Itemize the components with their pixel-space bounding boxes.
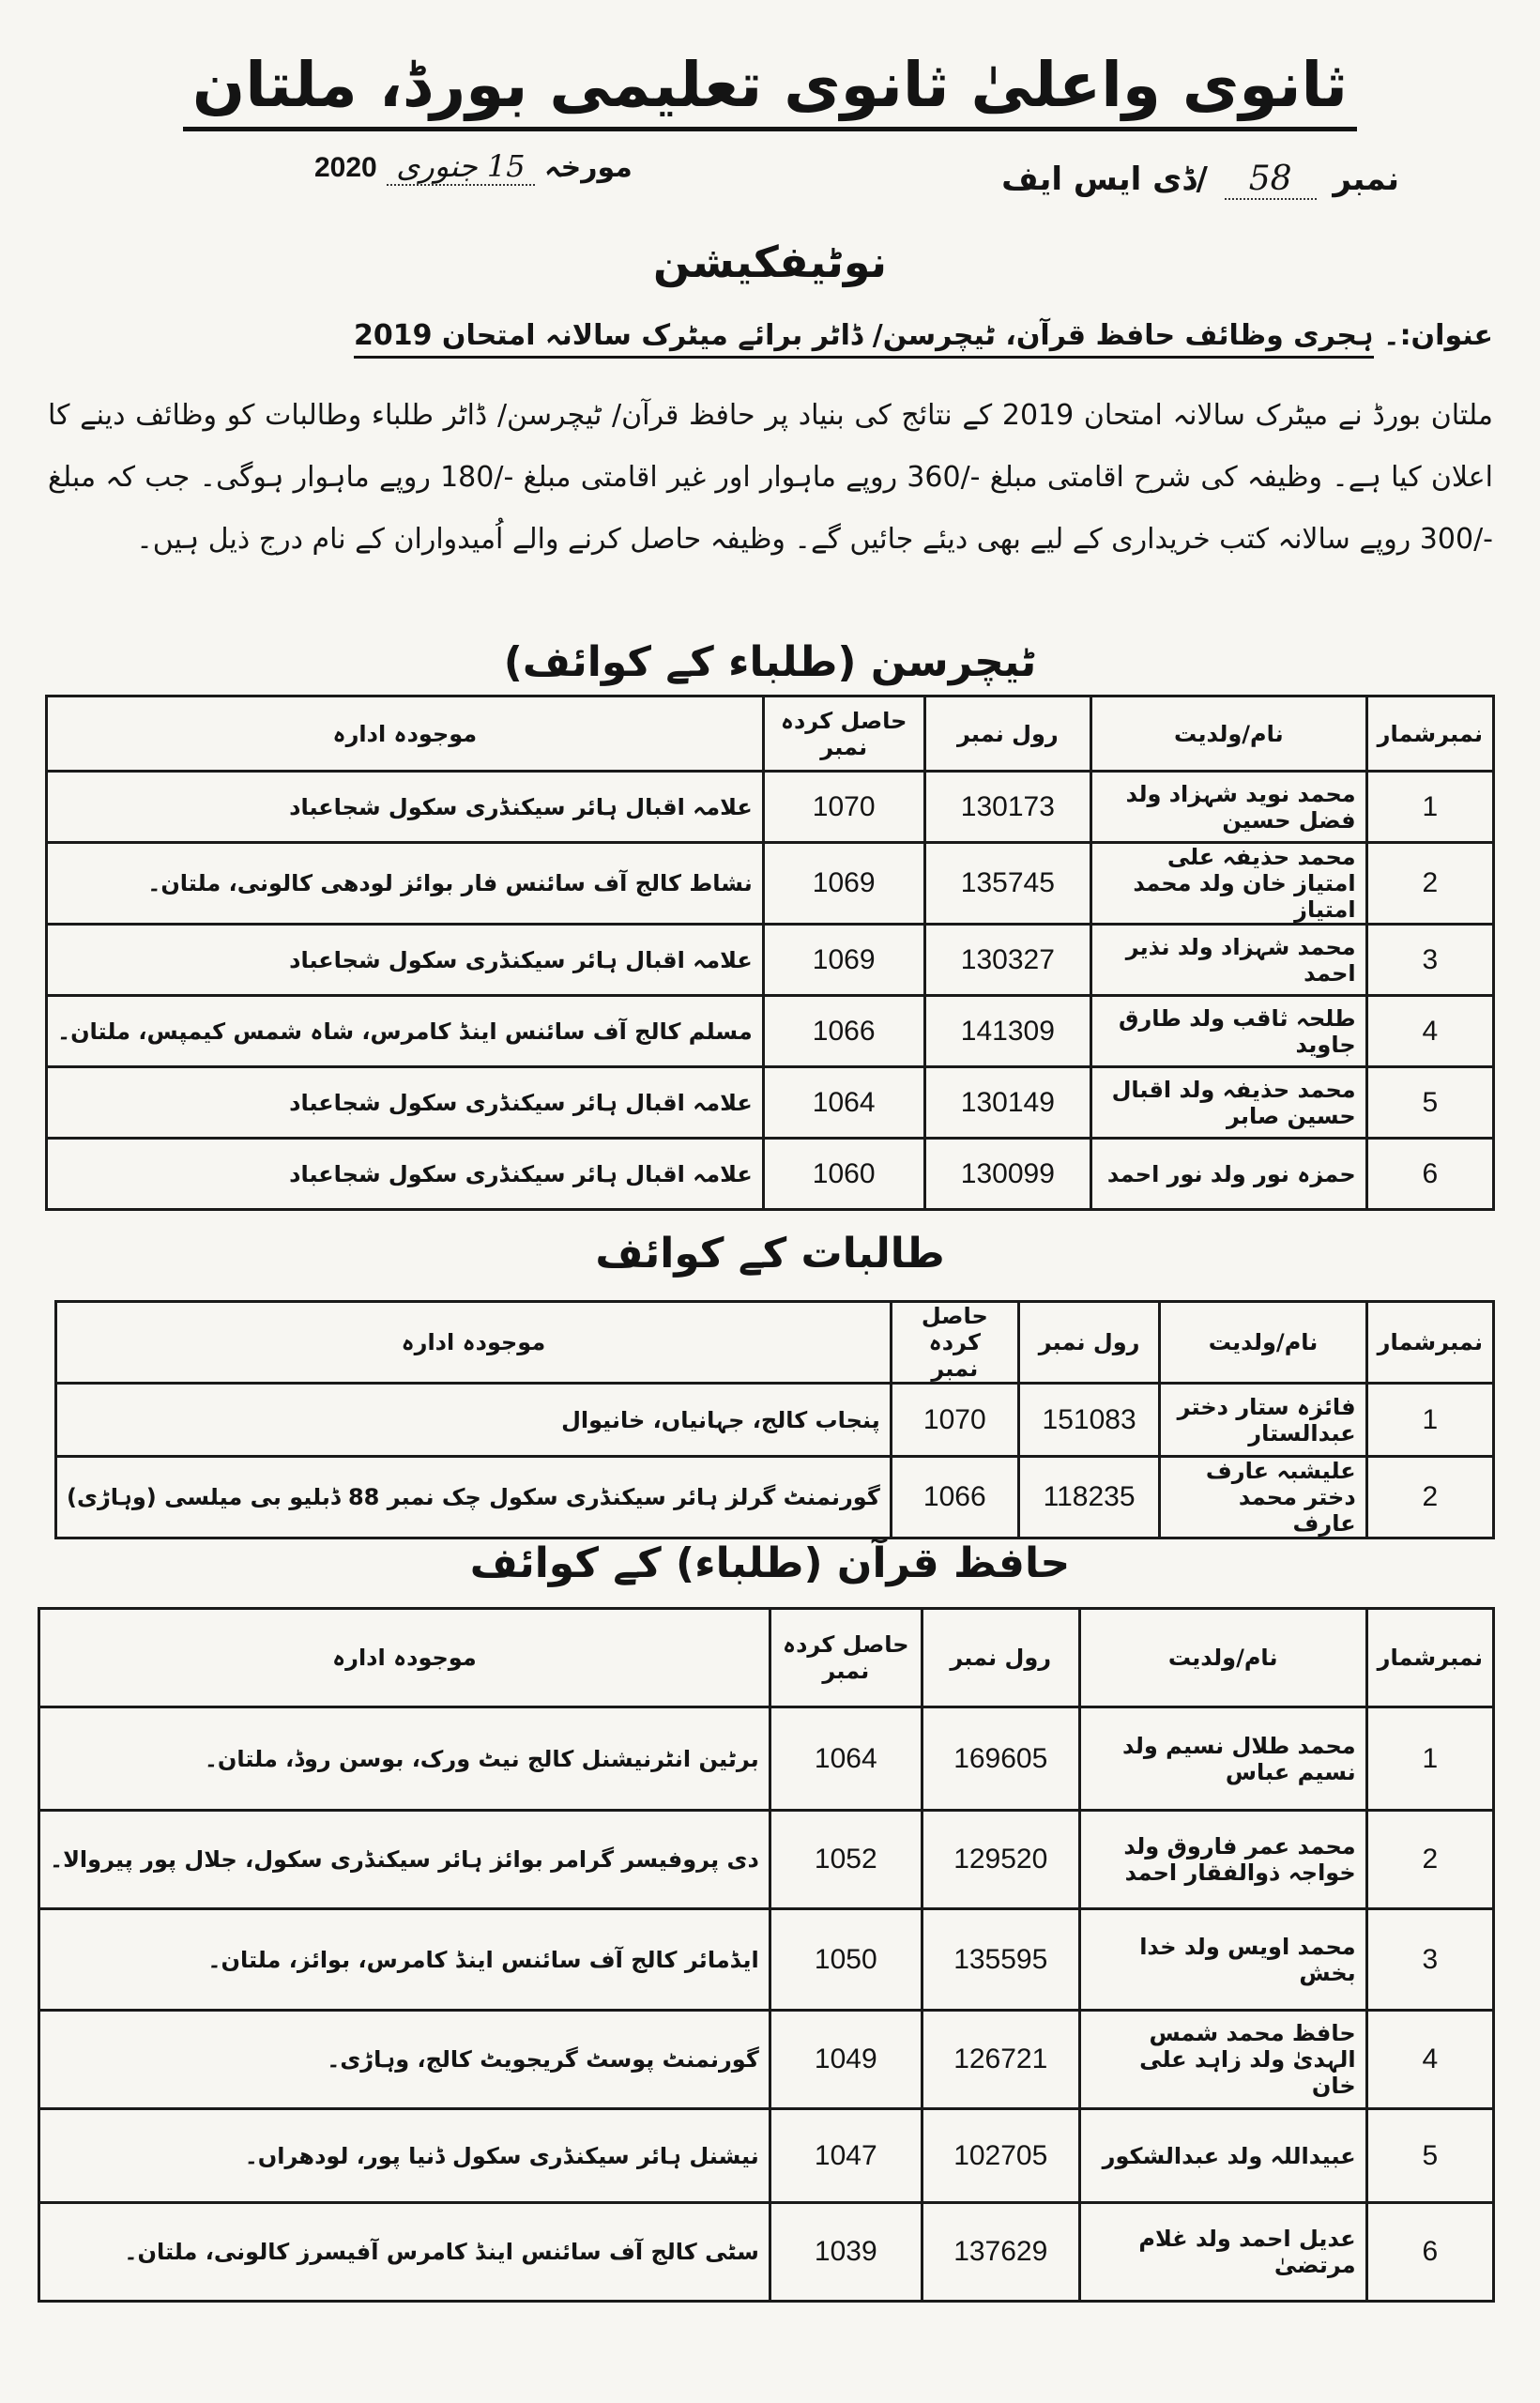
- cell-marks: 1069: [763, 843, 924, 925]
- col-roll: رول نمبر: [922, 1609, 1079, 1707]
- table-body: [56, 1384, 1494, 1538]
- cell-roll: 129520: [922, 1811, 1079, 1909]
- cell-name: محمد نوید شہزاد ولد فضل حسین: [1091, 772, 1367, 843]
- cell-roll: 151083: [1018, 1384, 1160, 1457]
- cell-institution: مسلم کالج آف سائنس اینڈ کامرس، شاہ شمس کیمپس، ملتان۔: [47, 996, 764, 1067]
- table-body: [47, 772, 1494, 1210]
- col-marks: حاصل کردہ نمبر: [891, 1302, 1018, 1384]
- cell-marks: 1060: [763, 1139, 924, 1210]
- table-row: [56, 1384, 1494, 1457]
- col-serial: نمبرشمار: [1366, 696, 1493, 772]
- reference-number: [1001, 160, 1399, 200]
- cell-institution: گورنمنٹ گرلز ہائر سیکنڈری سکول چک نمبر 88 ڈبلیو بی میلسی (وہاڑی): [56, 1457, 892, 1538]
- table-row: [47, 1067, 1494, 1139]
- cell-name: محمد عمر فاروق ولد خواجہ ذوالفقار احمد: [1079, 1811, 1366, 1909]
- col-roll: رول نمبر: [924, 696, 1090, 772]
- subject-text: ہجری وظائف حافظ قرآن، ٹیچرسن/ ڈاٹر برائے میٹرک سالانہ امتحان 2019: [354, 319, 1374, 359]
- table-row: [47, 772, 1494, 843]
- table-row: [39, 1909, 1494, 2011]
- cell-institution: نیشنل ہائر سیکنڈری سکول ڈنیا پور، لودھراں۔: [39, 2109, 770, 2203]
- cell-name: محمد شہزاد ولد نذیر احمد: [1091, 925, 1367, 996]
- number-value: 58: [1225, 160, 1317, 200]
- table-row: [56, 1457, 1494, 1538]
- cell-serial: 5: [1366, 1067, 1493, 1139]
- cell-name: محمد حذیفہ ولد اقبال حسین صابر: [1091, 1067, 1367, 1139]
- table-row: [47, 925, 1494, 996]
- cell-institution: برٹین انٹرنیشنل کالج نیٹ ورک، بوسن روڈ، ملتان۔: [39, 1707, 770, 1811]
- col-serial: نمبرشمار: [1366, 1302, 1493, 1384]
- cell-name: علیشبہ عارف دختر محمد عارف: [1160, 1457, 1366, 1538]
- table-row: [39, 2011, 1494, 2109]
- cell-institution: علامہ اقبال ہائر سیکنڈری سکول شجاعباد: [47, 1067, 764, 1139]
- table-body: [39, 1707, 1494, 2302]
- cell-marks: 1066: [763, 996, 924, 1067]
- cell-institution: ایڈمائر کالج آف سائنس اینڈ کامرس، بوائز، ملتان۔: [39, 1909, 770, 2011]
- subject-label: عنوان:۔: [1382, 319, 1493, 352]
- cell-name: حافظ محمد شمس الہدیٰ ولد زاہد علی خان: [1079, 2011, 1366, 2109]
- section-title-teacher-sons: ٹیچرسن (طلباء کے کوائف): [503, 638, 1037, 686]
- col-marks: حاصل کردہ نمبر: [763, 696, 924, 772]
- table-header-row: [56, 1302, 1494, 1384]
- cell-marks: 1070: [891, 1384, 1018, 1457]
- table-hafiz-quran: [38, 1607, 1495, 2303]
- cell-institution: پنجاب کالج، جہانیاں، خانیوال: [56, 1384, 892, 1457]
- notice-heading: نوٹیفکیشن: [652, 237, 887, 287]
- cell-roll: 130173: [924, 772, 1090, 843]
- table-row: [39, 2109, 1494, 2203]
- cell-name: محمد اویس ولد خدا بخش: [1079, 1909, 1366, 2011]
- cell-marks: 1050: [770, 1909, 922, 2011]
- cell-serial: 4: [1366, 996, 1493, 1067]
- cell-roll: 102705: [922, 2109, 1079, 2203]
- cell-roll: 130099: [924, 1139, 1090, 1210]
- table-teacher-sons: [45, 695, 1495, 1211]
- cell-roll: 118235: [1018, 1457, 1160, 1538]
- cell-roll: 130327: [924, 925, 1090, 996]
- issue-date: [314, 148, 633, 184]
- number-label: نمبر: [1333, 161, 1399, 198]
- cell-roll: 126721: [922, 2011, 1079, 2109]
- cell-serial: 5: [1366, 2109, 1493, 2203]
- col-institution: موجودہ ادارہ: [56, 1302, 892, 1384]
- cell-marks: 1047: [770, 2109, 922, 2203]
- section-title-female-students: طالبات کے کوائف: [595, 1230, 945, 1278]
- col-institution: موجودہ ادارہ: [39, 1609, 770, 1707]
- cell-serial: 1: [1366, 772, 1493, 843]
- number-suffix: /ڈی ایس ایف: [1001, 161, 1208, 198]
- col-name: نام/ولدیت: [1160, 1302, 1366, 1384]
- cell-institution: دی پروفیسر گرامر بوائز ہائر سیکنڈری سکول، جلال پور پیروالا۔: [39, 1811, 770, 1909]
- cell-institution: علامہ اقبال ہائر سیکنڈری سکول شجاعباد: [47, 925, 764, 996]
- table-row: [39, 1707, 1494, 1811]
- cell-serial: 2: [1366, 1457, 1493, 1538]
- cell-roll: 141309: [924, 996, 1090, 1067]
- cell-name: محمد طلال نسیم ولد نسیم عباس: [1079, 1707, 1366, 1811]
- subject-line: [354, 319, 1493, 352]
- table-row: [39, 1811, 1494, 1909]
- cell-institution: نشاط کالج آف سائنس فار بوائز لودھی کالونی، ملتان۔: [47, 843, 764, 925]
- cell-name: عبیداللہ ولد عبدالشکور: [1079, 2109, 1366, 2203]
- col-institution: موجودہ ادارہ: [47, 696, 764, 772]
- col-serial: نمبرشمار: [1366, 1609, 1493, 1707]
- cell-serial: 6: [1366, 1139, 1493, 1210]
- cell-roll: 135595: [922, 1909, 1079, 2011]
- cell-institution: علامہ اقبال ہائر سیکنڈری سکول شجاعباد: [47, 772, 764, 843]
- col-name: نام/ولدیت: [1079, 1609, 1366, 1707]
- cell-serial: 3: [1366, 925, 1493, 996]
- cell-institution: گورنمنٹ پوسٹ گریجویٹ کالج، وہاڑی۔: [39, 2011, 770, 2109]
- date-label: مورخہ: [544, 151, 633, 184]
- cell-name: حمزہ نور ولد نور احمد: [1091, 1139, 1367, 1210]
- table-row: [47, 1139, 1494, 1210]
- section-title-hafiz-quran: حافظ قرآن (طلباء) کے کوائف: [469, 1539, 1071, 1587]
- cell-serial: 6: [1366, 2203, 1493, 2302]
- cell-marks: 1064: [770, 1707, 922, 1811]
- cell-roll: 137629: [922, 2203, 1079, 2302]
- board-name: ثانوی واعلیٰ ثانوی تعلیمی بورڈ، ملتان: [183, 49, 1357, 131]
- cell-name: محمد حذیفہ علی امتیاز خان ولد محمد امتیاز: [1091, 843, 1367, 925]
- table-row: [47, 996, 1494, 1067]
- cell-roll: 169605: [922, 1707, 1079, 1811]
- cell-marks: 1052: [770, 1811, 922, 1909]
- cell-marks: 1070: [763, 772, 924, 843]
- cell-name: فائزہ ستار دختر عبدالستار: [1160, 1384, 1366, 1457]
- cell-marks: 1066: [891, 1457, 1018, 1538]
- board-title: [0, 49, 1540, 121]
- table-header-row: [39, 1609, 1494, 1707]
- cell-serial: 1: [1366, 1384, 1493, 1457]
- col-name: نام/ولدیت: [1091, 696, 1367, 772]
- cell-serial: 4: [1366, 2011, 1493, 2109]
- cell-roll: 130149: [924, 1067, 1090, 1139]
- cell-name: طلحہ ثاقب ولد طارق جاوید: [1091, 996, 1367, 1067]
- cell-marks: 1049: [770, 2011, 922, 2109]
- cell-institution: علامہ اقبال ہائر سیکنڈری سکول شجاعباد: [47, 1139, 764, 1210]
- col-roll: رول نمبر: [1018, 1302, 1160, 1384]
- date-value: 15 جنوری: [387, 148, 534, 186]
- cell-roll: 135745: [924, 843, 1090, 925]
- body-paragraph: ملتان بورڈ نے میٹرک سالانہ امتحان 2019 کے نتائج کی بنیاد پر حافظ قرآن/ ٹیچرسن/ ڈاٹر طلباء وطالبات کو وظائف دینے کا اعلان کیا ہے۔ وظیفہ کی شرح اقامتی مبلغ -/360 روپے ماہوار اور غیر اقامتی مبلغ -/180 روپے ماہوار ہوگی۔ جب کہ مبلغ -/300 روپے سالانہ کتب خریداری کے لیے بھی دیئے جائیں گے۔ وظیفہ حاصل کرنے والے اُمیدواران کے نام درج ذیل ہیں۔: [48, 399, 1493, 556]
- cell-institution: سٹی کالج آف سائنس اینڈ کامرس آفیسرز کالونی، ملتان۔: [39, 2203, 770, 2302]
- cell-marks: 1039: [770, 2203, 922, 2302]
- cell-serial: 1: [1366, 1707, 1493, 1811]
- cell-name: عدیل احمد ولد غلام مرتضیٰ: [1079, 2203, 1366, 2302]
- cell-serial: 2: [1366, 843, 1493, 925]
- cell-serial: 3: [1366, 1909, 1493, 2011]
- col-marks: حاصل کردہ نمبر: [770, 1609, 922, 1707]
- date-year: 2020: [314, 152, 377, 183]
- cell-serial: 2: [1366, 1811, 1493, 1909]
- table-header-row: [47, 696, 1494, 772]
- table-row: [47, 843, 1494, 925]
- table-female-students: [54, 1300, 1495, 1539]
- table-row: [39, 2203, 1494, 2302]
- cell-marks: 1064: [763, 1067, 924, 1139]
- cell-marks: 1069: [763, 925, 924, 996]
